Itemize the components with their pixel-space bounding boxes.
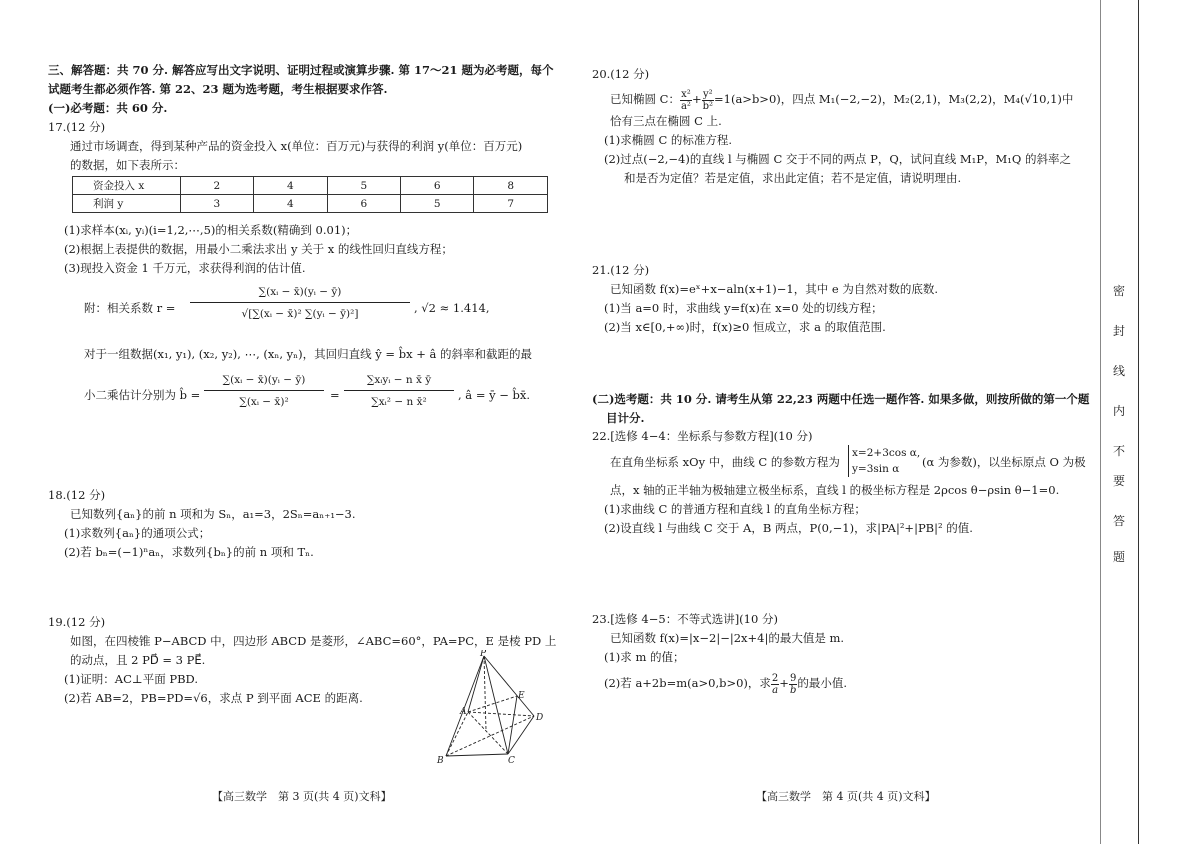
q22-param-x: x=2+3cos α, bbox=[852, 447, 921, 459]
table-cell: 4 bbox=[254, 177, 327, 195]
table-cell: 3 bbox=[180, 195, 253, 213]
seal-char: 答 bbox=[1112, 514, 1125, 528]
q23-stem: 已知函数 f(x)=|x−2|−|2x+4|的最大值是 m. bbox=[610, 631, 845, 645]
page-3 bbox=[48, 0, 557, 844]
regression-b-prefix: 小二乘估计分别为 b̂ = bbox=[84, 388, 201, 402]
pyramid-figure bbox=[434, 650, 544, 766]
q21-stem: 已知函数 f(x)=eˣ+x−aln(x+1)−1，其中 e 为自然对数的底数. bbox=[610, 282, 939, 296]
q18-heading: 18.(12 分) bbox=[48, 488, 106, 502]
q20-fraction-y-den: b² bbox=[702, 100, 714, 112]
q17-stem-line1: 通过市场调查，得到某种产品的资金投入 x(单位：百万元)与获得的利润 y(单位：百万元) bbox=[70, 139, 523, 153]
q21-part2: (2)当 x∈[0,+∞)时，f(x)≥0 恒成立，求 a 的取值范围. bbox=[604, 320, 886, 334]
q20-stem-prefix: 已知椭圆 C： bbox=[610, 92, 680, 106]
q21-heading: 21.(12 分) bbox=[592, 263, 650, 277]
q23-fraction-2a-num: 2 bbox=[771, 672, 779, 684]
q18-stem: 已知数列{aₙ}的前 n 项和为 Sₙ，a₁=3，2Sₙ=aₙ₊₁−3. bbox=[70, 507, 356, 521]
optional-section-line2: 目计分. bbox=[606, 411, 645, 425]
q23-part2 bbox=[604, 672, 847, 696]
q20-plus: + bbox=[691, 92, 702, 106]
table-cell: 6 bbox=[327, 195, 400, 213]
seal-strip-border bbox=[1100, 0, 1101, 844]
q20-fraction-y bbox=[702, 89, 714, 112]
page-footer: 【高三数学 第 3 页(共 4 页)文科】 bbox=[212, 790, 392, 803]
q20-fraction-x-num: x² bbox=[681, 88, 691, 100]
q19-part1: (1)证明：AC⊥平面 PBD. bbox=[64, 672, 199, 686]
table-cell: 8 bbox=[474, 177, 548, 195]
q20-stem-suffix: =1(a>b>0)，四点 M₁(−2,−2)，M₂(2,1)，M₃(2,2)，M₄(√10,1)中 bbox=[714, 92, 1074, 106]
fig-label-a: A bbox=[460, 707, 467, 717]
q20-part1: (1)求椭圆 C 的标准方程. bbox=[604, 133, 733, 147]
q19-stem-line1: 如图，在四棱锥 P−ABCD 中，四边形 ABCD 是菱形，∠ABC=60°，PA=PC，E 是棱 PD 上 bbox=[70, 634, 557, 648]
q22-parametric-system bbox=[848, 445, 920, 477]
formula-correlation-prefix: 附：相关系数 r = bbox=[84, 301, 176, 315]
q20-stem-line2: 恰有三点在椭圆 C 上. bbox=[610, 114, 722, 128]
fig-label-e: E bbox=[518, 691, 525, 701]
table-cell: 7 bbox=[474, 195, 548, 213]
seal-char: 要 bbox=[1112, 474, 1125, 488]
regression-intro-line: 对于一组数据(x₁, y₁), (x₂, y₂), ⋯, (xₙ, yₙ)，其回归直线 ŷ = b̂x + â 的斜率和截距的最 bbox=[84, 347, 533, 361]
formula-sqrt2-approx: , √2 ≈ 1.414, bbox=[414, 301, 490, 315]
q17-part2: (2)根据上表提供的数据，用最小二乘法求出 y 关于 x 的线性回归直线方程； bbox=[64, 242, 453, 256]
q23-part2-suffix: 的最小值. bbox=[797, 676, 847, 690]
table-row-label: 利润 y bbox=[73, 195, 181, 213]
fig-label-p: P bbox=[480, 650, 487, 659]
seal-char: 线 bbox=[1112, 364, 1125, 378]
formula-correlation-denominator: √[∑(xᵢ − x̄)² ∑(yᵢ − ȳ)²] bbox=[241, 308, 359, 320]
q17-part1: (1)求样本(xᵢ, yᵢ)(i=1,2,⋯,5)的相关系数(精确到 0.01)； bbox=[64, 223, 358, 237]
q20-part2-line1: (2)过点(−2,−4)的直线 l 与椭圆 C 交于不同的两点 P，Q，试问直线 M₁P，M₁Q 的斜率之 bbox=[604, 152, 1071, 166]
q20-stem-line1 bbox=[610, 88, 1073, 112]
regression-a-formula: , â = ȳ − b̂x̄. bbox=[458, 388, 531, 402]
fig-label-c: C bbox=[508, 756, 515, 766]
table-row bbox=[73, 195, 548, 213]
table-row-label: 资金投入 x bbox=[73, 177, 181, 195]
q21-part1: (1)当 a=0 时，求曲线 y=f(x)在 x=0 处的切线方程； bbox=[604, 301, 883, 315]
q17-heading: 17.(12 分) bbox=[48, 120, 106, 134]
q23-fraction-2a-den: a bbox=[772, 684, 779, 696]
q20-fraction-x-den: a² bbox=[680, 100, 691, 112]
required-section-heading: (一)必考题：共 60 分. bbox=[48, 101, 168, 115]
table-cell: 4 bbox=[254, 195, 327, 213]
fig-label-b: B bbox=[437, 756, 444, 766]
q18-part2: (2)若 bₙ=(−1)ⁿaₙ，求数列{bₙ}的前 n 项和 Tₙ. bbox=[64, 545, 314, 559]
table-cell: 5 bbox=[401, 195, 474, 213]
q17-part3: (3)现投入资金 1 千万元，求获得利润的估计值. bbox=[64, 261, 306, 275]
page-4 bbox=[592, 0, 1092, 844]
table-cell: 2 bbox=[180, 177, 253, 195]
q20-part2-line2: 和是否为定值？若是定值，求出此定值；若不是定值，请说明理由. bbox=[624, 171, 962, 185]
q23-part2-prefix: (2)若 a+2b=m(a>0,b>0)，求 bbox=[604, 676, 771, 690]
q19-heading: 19.(12 分) bbox=[48, 615, 106, 629]
section3-instructions-line1: 三、解答题：共 70 分. 解答应写出文字说明、证明过程或演算步骤. 第 17～21 题为必考题，每个 bbox=[48, 63, 554, 77]
regression-b-fraction1 bbox=[204, 372, 324, 411]
q22-param-y: y=3sin α bbox=[852, 463, 900, 475]
q17-stem-line2: 的数据，如下表所示： bbox=[70, 158, 185, 172]
q22-stem-suffix: (α 为参数)，以坐标原点 O 为极 bbox=[922, 455, 1086, 469]
q22-stem-line2: 点，x 轴的正半轴为极轴建立极坐标系，直线 l 的极坐标方程是 2ρcos θ−ρsin θ−1=0. bbox=[610, 483, 1060, 497]
seal-char: 题 bbox=[1112, 550, 1125, 564]
q23-heading: 23.[选修 4−5：不等式选讲](10 分) bbox=[592, 612, 778, 626]
q23-fraction-9b-num: 9 bbox=[789, 672, 797, 684]
regression-b-denominator1: ∑(xᵢ − x̄)² bbox=[239, 396, 289, 408]
q19-stem-line2: 的动点，且 2 PD⃗ = 3 PE⃗. bbox=[70, 653, 206, 667]
table-row bbox=[73, 177, 548, 195]
q23-plus: + bbox=[779, 676, 789, 690]
q20-heading: 20.(12 分) bbox=[592, 67, 650, 81]
seal-line bbox=[1138, 0, 1139, 844]
seal-char: 封 bbox=[1112, 324, 1125, 338]
formula-correlation-fraction bbox=[190, 284, 410, 323]
seal-char: 密 bbox=[1112, 284, 1125, 298]
regression-b-fraction2 bbox=[344, 372, 454, 411]
regression-b-numerator2: ∑xᵢyᵢ − n x̄ ȳ bbox=[344, 372, 454, 391]
seal-char: 不 bbox=[1112, 444, 1125, 458]
q22-stem-prefix: 在直角坐标系 xOy 中，曲线 C 的参数方程为 bbox=[610, 455, 840, 469]
regression-equals: = bbox=[330, 388, 340, 402]
q20-fraction-x bbox=[680, 89, 692, 112]
q20-fraction-y-num: y² bbox=[702, 88, 713, 100]
q23-part1: (1)求 m 的值； bbox=[604, 650, 685, 664]
q22-heading: 22.[选修 4−4：坐标系与参数方程](10 分) bbox=[592, 429, 813, 443]
fig-label-d: D bbox=[536, 713, 544, 723]
q18-part1: (1)求数列{aₙ}的通项公式； bbox=[64, 526, 211, 540]
q23-fraction-9b-den: b bbox=[789, 684, 797, 696]
section3-instructions-line2: 试题考生都必须作答. 第 22、23 题为选考题，考生根据要求作答. bbox=[48, 82, 388, 96]
q22-part1: (1)求曲线 C 的普通方程和直线 l 的直角坐标方程； bbox=[604, 502, 866, 516]
q22-part2: (2)设直线 l 与曲线 C 交于 A，B 两点，P(0,−1)，求|PA|²+|PB|² 的值. bbox=[604, 521, 973, 535]
regression-b-numerator1: ∑(xᵢ − x̄)(yᵢ − ȳ) bbox=[204, 372, 324, 391]
optional-section-line1: (二)选考题：共 10 分. 请考生从第 22,23 两题中任选一题作答. 如果多做，则按所做的第一个题 bbox=[592, 392, 1090, 406]
q19-part2: (2)若 AB=2，PB=PD=√6，求点 P 到平面 ACE 的距离. bbox=[64, 691, 363, 705]
page-footer: 【高三数学 第 4 页(共 4 页)文科】 bbox=[756, 790, 936, 803]
q17-data-table bbox=[72, 176, 548, 213]
formula-correlation-numerator: ∑(xᵢ − x̄)(yᵢ − ȳ) bbox=[190, 284, 410, 303]
seal-char: 内 bbox=[1112, 404, 1125, 418]
table-cell: 6 bbox=[401, 177, 474, 195]
table-cell: 5 bbox=[327, 177, 400, 195]
regression-b-denominator2: ∑xᵢ² − n x̄² bbox=[371, 396, 427, 408]
